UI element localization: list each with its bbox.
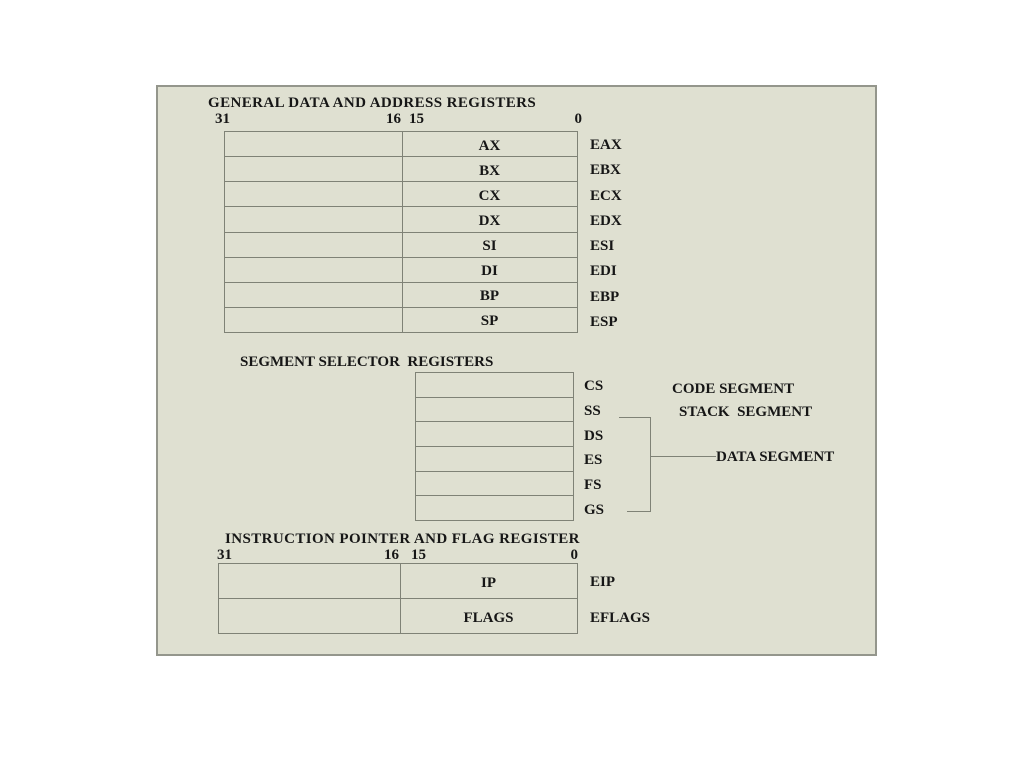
register-row-ip xyxy=(219,564,577,598)
segment-register-name-ds: DS xyxy=(584,427,604,444)
register-row-flags xyxy=(219,598,577,633)
segment-register-labels xyxy=(584,372,624,521)
extended-register-name-ebx: EBX xyxy=(590,162,621,179)
ss-connector-line xyxy=(619,417,650,418)
segment-register-name-fs: FS xyxy=(584,477,602,494)
register-name: SI xyxy=(482,238,497,255)
segment-registers-table xyxy=(415,372,574,521)
segment-row-ds xyxy=(416,421,573,446)
register-row-cx xyxy=(225,181,577,206)
segment-register-name-cs: CS xyxy=(584,377,604,394)
general-registers-title: GENERAL DATA AND ADDRESS REGISTERS xyxy=(208,95,537,111)
instruction-bit-label-31: 31 xyxy=(217,547,232,563)
general-registers-table xyxy=(224,131,578,333)
register-row-si xyxy=(225,232,577,257)
register-row-dx xyxy=(225,206,577,231)
register-name: CX xyxy=(478,187,501,204)
instruction-registers-title: INSTRUCTION POINTER AND FLAG REGISTER xyxy=(225,531,580,547)
register-name: AX xyxy=(478,137,501,154)
extended-register-name-edx: EDX xyxy=(590,212,622,229)
instruction-extended-labels xyxy=(590,563,670,634)
extended-register-name-esp: ESP xyxy=(590,313,618,330)
general-bit-label-0: 0 xyxy=(574,111,582,127)
gs-connector-line xyxy=(627,511,650,512)
register-row-bx xyxy=(225,156,577,181)
instruction-bit-label-16: 16 xyxy=(384,547,399,563)
extended-register-name-eflags: EFLAGS xyxy=(590,609,651,626)
segment-register-name-ss: SS xyxy=(584,402,601,419)
extended-register-name-ebp: EBP xyxy=(590,288,620,305)
segment-register-name-es: ES xyxy=(584,452,603,469)
extended-register-name-eax: EAX xyxy=(590,137,622,154)
segment-row-fs xyxy=(416,471,573,496)
register-name: BP xyxy=(479,288,500,305)
instruction-bit-label-15: 15 xyxy=(411,547,426,563)
data-segment-pointer-line xyxy=(650,456,716,457)
register-name: FLAGS xyxy=(463,609,514,626)
segment-row-cs xyxy=(416,373,573,397)
general-bit-label-16: 16 xyxy=(386,111,401,127)
instruction-registers-table xyxy=(218,563,578,634)
extended-register-name-edi: EDI xyxy=(590,263,617,280)
segment-row-es xyxy=(416,446,573,471)
extended-register-labels xyxy=(590,131,660,333)
instruction-bit-label-0: 0 xyxy=(570,547,578,563)
segment-row-ss xyxy=(416,397,573,422)
extended-register-name-esi: ESI xyxy=(590,238,615,255)
general-bit-label-15: 15 xyxy=(409,111,424,127)
general-bit-label-31: 31 xyxy=(215,111,230,127)
segment-bracket-line xyxy=(650,417,651,512)
code-segment-annotation: CODE SEGMENT xyxy=(672,381,795,397)
extended-register-name-ecx: ECX xyxy=(590,187,622,204)
data-segment-annotation: DATA SEGMENT xyxy=(716,449,835,465)
register-name: BX xyxy=(479,162,500,179)
register-row-di xyxy=(225,257,577,282)
segment-registers-title: SEGMENT SELECTOR REGISTERS xyxy=(240,354,494,370)
segment-register-name-gs: GS xyxy=(584,502,605,519)
register-name: DX xyxy=(478,212,501,229)
register-name: DI xyxy=(481,263,498,280)
register-row-bp xyxy=(225,282,577,307)
extended-register-name-eip: EIP xyxy=(590,574,616,591)
register-name: IP xyxy=(481,574,496,591)
register-row-sp xyxy=(225,307,577,332)
segment-row-gs xyxy=(416,495,573,520)
stack-segment-annotation: STACK SEGMENT xyxy=(679,404,813,420)
register-name: SP xyxy=(480,313,499,330)
register-row-ax xyxy=(225,132,577,156)
